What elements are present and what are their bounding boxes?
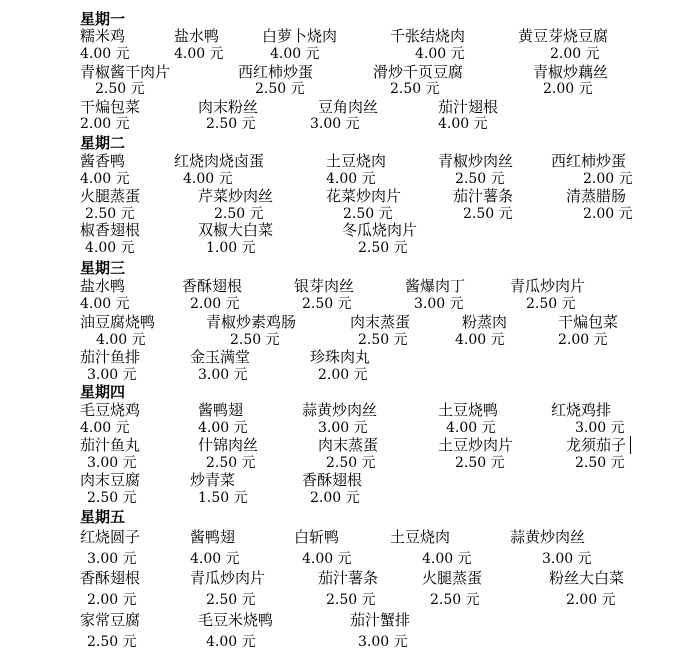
dish-price: 3.00 元 bbox=[87, 551, 137, 567]
dish-name: 青椒炒肉丝 bbox=[438, 152, 514, 170]
dish-price: 4.00 元 bbox=[415, 46, 465, 62]
dish-price: 1.50 元 bbox=[198, 490, 248, 506]
dish-name: 西红柿炒蛋 bbox=[238, 63, 314, 81]
dish-name: 双椒大白菜 bbox=[198, 221, 274, 239]
dish-name: 青椒酱干肉片 bbox=[80, 63, 171, 81]
dish-name: 茄汁薯条 bbox=[318, 569, 379, 587]
dish-name: 珍珠肉丸 bbox=[310, 348, 371, 366]
dish-price: 2.50 元 bbox=[255, 81, 305, 97]
dish-price: 2.00 元 bbox=[583, 171, 633, 187]
dish-price: 2.50 元 bbox=[358, 332, 408, 348]
dish-price: 2.50 元 bbox=[206, 116, 256, 132]
dish-price: 2.50 元 bbox=[455, 455, 505, 471]
dish-name: 西红柿炒蛋 bbox=[551, 152, 627, 170]
dish-name: 干煸包菜 bbox=[80, 98, 141, 116]
dish-price: 2.00 元 bbox=[543, 81, 593, 97]
dish-price: 1.00 元 bbox=[206, 240, 256, 256]
dish-name: 茄汁翅根 bbox=[438, 98, 499, 116]
dish-price: 2.50 元 bbox=[230, 332, 280, 348]
dish-price: 4.00 元 bbox=[438, 116, 488, 132]
dish-name: 白萝卜烧肉 bbox=[262, 27, 338, 45]
dish-name: 红烧圆子 bbox=[80, 528, 141, 546]
dish-name: 肉末粉丝 bbox=[198, 98, 259, 116]
dish-name: 蒜黄炒肉丝 bbox=[302, 401, 378, 419]
dish-name: 滑炒千页豆腐 bbox=[373, 63, 464, 81]
dish-price: 3.00 元 bbox=[575, 420, 625, 436]
dish-price: 4.00 元 bbox=[206, 634, 256, 650]
dish-name: 酱爆肉丁 bbox=[405, 277, 466, 295]
dish-price: 2.00 元 bbox=[190, 296, 240, 312]
dish-name: 酱鸭翅 bbox=[190, 528, 236, 546]
dish-name: 青椒炒素鸡肠 bbox=[206, 313, 297, 331]
dish-name: 香酥翅根 bbox=[182, 277, 243, 295]
dish-name: 肉末蒸蛋 bbox=[350, 313, 411, 331]
dish-name: 毛豆烧鸡 bbox=[80, 401, 141, 419]
dish-name: 椒香翅根 bbox=[80, 221, 141, 239]
dish-price: 3.00 元 bbox=[414, 296, 464, 312]
dish-name: 茄汁鱼丸 bbox=[80, 436, 141, 454]
dish-price: 2.50 元 bbox=[463, 206, 513, 222]
dish-price: 3.00 元 bbox=[358, 634, 408, 650]
day-heading: 星期四 bbox=[80, 383, 126, 401]
dish-price: 4.00 元 bbox=[80, 46, 130, 62]
dish-name: 黄豆芽烧豆腐 bbox=[518, 27, 609, 45]
dish-price: 4.00 元 bbox=[80, 296, 130, 312]
dish-price: 4.00 元 bbox=[96, 332, 146, 348]
dish-name: 土豆炒肉片 bbox=[438, 436, 514, 454]
dish-name: 茄汁薯条 bbox=[453, 187, 514, 205]
dish-name: 什锦肉丝 bbox=[198, 436, 259, 454]
dish-price: 2.50 元 bbox=[85, 206, 135, 222]
dish-price: 4.00 元 bbox=[270, 46, 320, 62]
dish-price: 2.00 元 bbox=[318, 367, 368, 383]
dish-name: 豆角肉丝 bbox=[318, 98, 379, 116]
dish-name: 炒青菜 bbox=[190, 471, 236, 489]
dish-name: 粉蒸肉 bbox=[462, 313, 508, 331]
dish-price: 2.50 元 bbox=[343, 206, 393, 222]
dish-name: 肉末豆腐 bbox=[80, 471, 141, 489]
dish-name: 糯米鸡 bbox=[80, 27, 126, 45]
dish-price: 4.00 元 bbox=[190, 551, 240, 567]
dish-price: 3.00 元 bbox=[198, 367, 248, 383]
dish-name: 青瓜炒肉片 bbox=[190, 569, 266, 587]
dish-name: 青瓜炒肉片 bbox=[510, 277, 586, 295]
dish-name: 青椒炒藕丝 bbox=[533, 63, 609, 81]
dish-name: 家常豆腐 bbox=[80, 611, 141, 629]
dish-name: 肉末蒸蛋 bbox=[318, 436, 379, 454]
dish-price: 2.00 元 bbox=[310, 490, 360, 506]
dish-name: 粉丝大白菜 bbox=[549, 569, 625, 587]
dish-price: 2.00 元 bbox=[583, 206, 633, 222]
dish-price: 4.00 元 bbox=[85, 240, 135, 256]
dish-price: 2.50 元 bbox=[526, 296, 576, 312]
dish-name: 酱鸭翅 bbox=[198, 401, 244, 419]
dish-name: 清蒸腊肠 bbox=[566, 187, 627, 205]
dish-price: 3.00 元 bbox=[310, 116, 360, 132]
dish-price: 2.50 元 bbox=[87, 634, 137, 650]
dish-price: 4.00 元 bbox=[455, 332, 505, 348]
dish-name: 白斩鸭 bbox=[294, 528, 340, 546]
dish-price: 2.00 元 bbox=[558, 332, 608, 348]
dish-name: 红烧鸡排 bbox=[551, 401, 612, 419]
dish-price: 2.50 元 bbox=[358, 240, 408, 256]
dish-name: 千张结烧肉 bbox=[390, 27, 466, 45]
dish-name: 冬瓜烧肉片 bbox=[342, 221, 418, 239]
dish-price: 4.00 元 bbox=[446, 420, 496, 436]
dish-name: 火腿蒸蛋 bbox=[80, 187, 141, 205]
dish-price: 4.00 元 bbox=[198, 420, 248, 436]
day-heading: 星期三 bbox=[80, 259, 126, 277]
dish-price: 4.00 元 bbox=[183, 171, 233, 187]
dish-name: 茄汁蟹排 bbox=[350, 611, 411, 629]
dish-price: 4.00 元 bbox=[80, 171, 130, 187]
dish-name: 酱香鸭 bbox=[80, 152, 126, 170]
dish-name: 红烧肉烧卤蛋 bbox=[174, 152, 265, 170]
dish-name: 干煸包菜 bbox=[558, 313, 619, 331]
dish-name: 土豆烧鸭 bbox=[438, 401, 499, 419]
dish-price: 2.00 元 bbox=[80, 116, 130, 132]
dish-price: 4.00 元 bbox=[326, 171, 376, 187]
dish-price: 2.50 元 bbox=[430, 592, 480, 608]
dish-price: 3.00 元 bbox=[542, 551, 592, 567]
dish-price: 2.50 元 bbox=[390, 81, 440, 97]
dish-name: 芹菜炒肉丝 bbox=[198, 187, 274, 205]
dish-price: 2.50 元 bbox=[455, 171, 505, 187]
day-heading: 星期五 bbox=[80, 508, 126, 526]
dish-name: 香酥翅根 bbox=[302, 471, 363, 489]
dish-price: 2.50 元 bbox=[326, 455, 376, 471]
text-cursor bbox=[630, 436, 631, 454]
dish-price: 2.00 元 bbox=[87, 592, 137, 608]
dish-name: 毛豆米烧鸭 bbox=[198, 611, 274, 629]
dish-name: 油豆腐烧鸭 bbox=[80, 313, 156, 331]
dish-price: 3.00 元 bbox=[318, 420, 368, 436]
dish-name: 土豆烧肉 bbox=[326, 152, 387, 170]
dish-price: 4.00 元 bbox=[80, 420, 130, 436]
dish-name: 盐水鸭 bbox=[174, 27, 220, 45]
dish-name: 银芽肉丝 bbox=[294, 277, 355, 295]
dish-name: 茄汁鱼排 bbox=[80, 348, 141, 366]
day-heading: 星期一 bbox=[80, 10, 126, 28]
dish-price: 2.50 元 bbox=[302, 296, 352, 312]
day-heading: 星期二 bbox=[80, 134, 126, 152]
dish-price: 3.00 元 bbox=[87, 367, 137, 383]
dish-name: 龙须茄子 bbox=[566, 436, 627, 454]
dish-name: 火腿蒸蛋 bbox=[422, 569, 483, 587]
dish-price: 4.00 元 bbox=[302, 551, 352, 567]
dish-name: 蒜黄炒肉丝 bbox=[510, 528, 586, 546]
dish-price: 2.00 元 bbox=[550, 46, 600, 62]
dish-price: 3.00 元 bbox=[87, 455, 137, 471]
dish-name: 花菜炒肉片 bbox=[326, 187, 402, 205]
dish-price: 4.00 元 bbox=[422, 551, 472, 567]
dish-price: 2.50 元 bbox=[575, 455, 625, 471]
dish-name: 盐水鸭 bbox=[80, 277, 126, 295]
dish-price: 2.50 元 bbox=[326, 592, 376, 608]
dish-price: 2.50 元 bbox=[95, 81, 145, 97]
dish-price: 2.50 元 bbox=[214, 206, 264, 222]
dish-price: 2.50 元 bbox=[206, 592, 256, 608]
dish-price: 2.50 元 bbox=[206, 455, 256, 471]
dish-name: 香酥翅根 bbox=[80, 569, 141, 587]
dish-price: 4.00 元 bbox=[174, 46, 224, 62]
dish-price: 2.50 元 bbox=[87, 490, 137, 506]
dish-price: 2.00 元 bbox=[566, 592, 616, 608]
dish-name: 金玉满堂 bbox=[190, 348, 251, 366]
dish-name: 土豆烧肉 bbox=[390, 528, 451, 546]
